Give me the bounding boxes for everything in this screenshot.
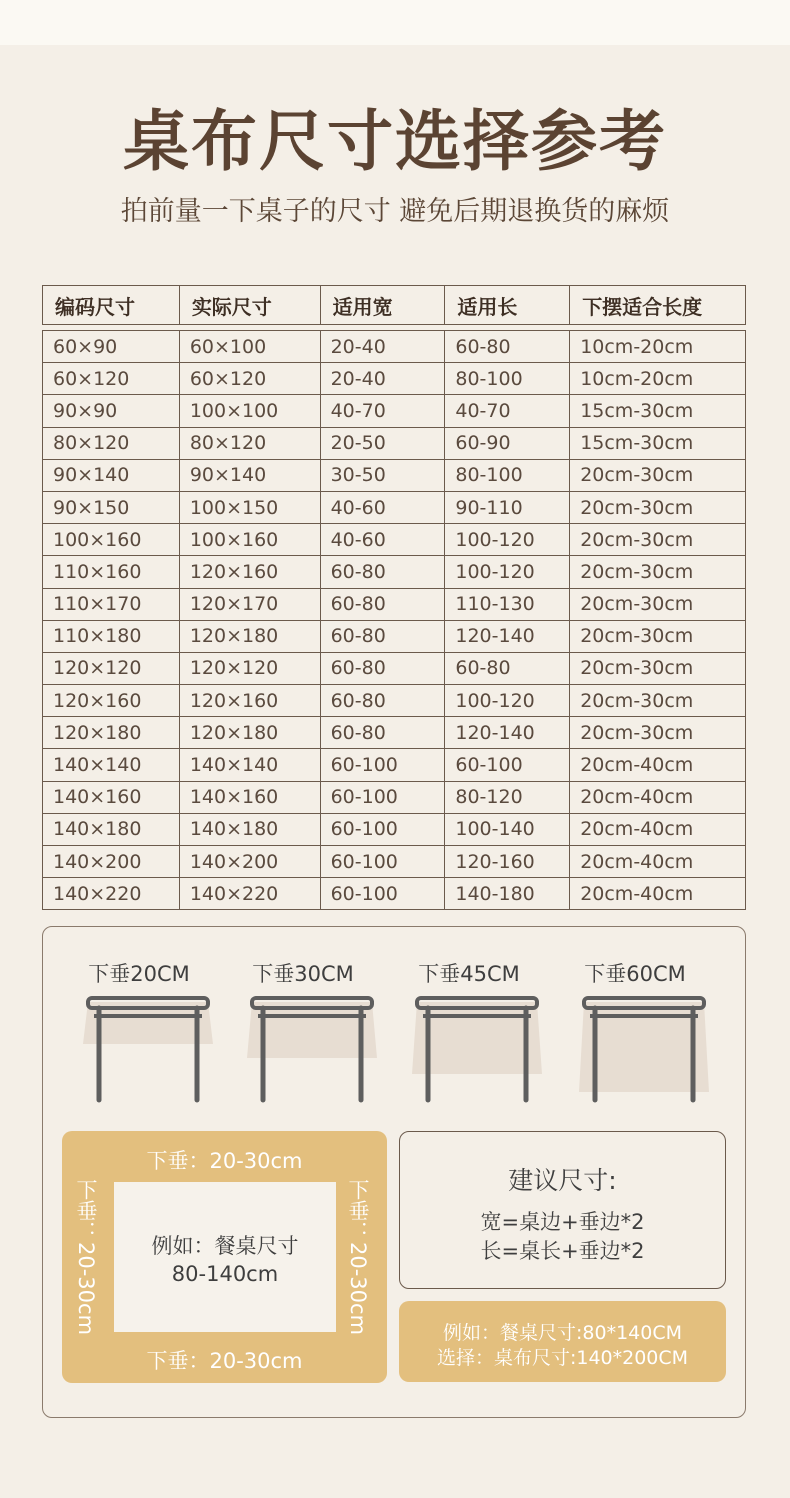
cell-code-size: 100×160 [43,524,180,556]
cell-hem-length: 20cm-40cm [570,878,746,910]
cell-actual-size: 80×120 [179,427,320,459]
cell-code-size: 120×180 [43,717,180,749]
header-fit-length: 适用长 [445,286,570,325]
cell-hem-length: 20cm-40cm [570,813,746,845]
cell-hem-length: 20cm-30cm [570,524,746,556]
suggest-title: 建议尺寸: [508,1166,617,1195]
cell-hem-length: 10cm-20cm [570,363,746,395]
cell-fit-length: 40-70 [445,395,570,427]
cell-fit-width: 40-60 [320,524,445,556]
table-row [43,427,746,459]
drop-label-20: 下垂20CM [88,962,190,986]
drop-left-label: 下垂：20-30cm [74,1178,98,1336]
cell-hem-length: 20cm-30cm [570,620,746,652]
top-band [0,0,790,45]
table-drop-30-icon [244,992,380,1104]
cell-fit-length: 100-120 [445,685,570,717]
cell-hem-length: 20cm-40cm [570,749,746,781]
cell-code-size: 120×160 [43,685,180,717]
cell-fit-width: 20-40 [320,363,445,395]
cell-hem-length: 20cm-30cm [570,685,746,717]
header-hem-length: 下摆适合长度 [570,286,746,325]
cell-fit-length: 140-180 [445,878,570,910]
cell-actual-size: 120×160 [179,556,320,588]
cell-code-size: 140×160 [43,781,180,813]
cell-actual-size: 120×180 [179,717,320,749]
cell-actual-size: 140×220 [179,878,320,910]
cell-fit-length: 60-80 [445,331,570,363]
drop-right-label: 下垂：20-30cm [346,1178,370,1336]
cell-fit-width: 60-80 [320,685,445,717]
cell-hem-length: 20cm-30cm [570,717,746,749]
table-row [43,524,746,556]
cell-fit-length: 120-140 [445,717,570,749]
cell-fit-length: 110-130 [445,588,570,620]
table-row [43,331,746,363]
table-row [43,717,746,749]
cell-hem-length: 20cm-30cm [570,588,746,620]
table-body [43,325,746,910]
cell-hem-length: 15cm-30cm [570,395,746,427]
cell-fit-length: 90-110 [445,491,570,523]
cell-fit-width: 60-100 [320,749,445,781]
cell-fit-width: 30-50 [320,459,445,491]
table-row [43,491,746,523]
cell-code-size: 90×150 [43,491,180,523]
cell-fit-length: 100-120 [445,524,570,556]
header-fit-width: 适用宽 [320,286,445,325]
cell-code-size: 60×120 [43,363,180,395]
cell-fit-length: 120-160 [445,846,570,878]
table-header-row [43,286,746,325]
cell-actual-size: 90×140 [179,459,320,491]
page-subtitle: 拍前量一下桌子的尺寸 避免后期退换货的麻烦 [120,196,670,227]
cell-actual-size: 120×160 [179,685,320,717]
cell-code-size: 110×180 [43,620,180,652]
drop-top-label: 下垂：20-30cm [146,1149,303,1173]
cell-code-size: 60×90 [43,331,180,363]
cell-code-size: 110×170 [43,588,180,620]
cell-hem-length: 20cm-40cm [570,781,746,813]
table-row [43,652,746,684]
cell-fit-width: 60-100 [320,846,445,878]
cell-fit-width: 60-80 [320,652,445,684]
cell-actual-size: 140×140 [179,749,320,781]
cell-code-size: 90×140 [43,459,180,491]
table-row [43,749,746,781]
page-title: 桌布尺寸选择参考 [123,103,667,180]
cell-actual-size: 140×160 [179,781,320,813]
table-row [43,813,746,845]
example-box-line-1: 例如：餐桌尺寸:80*140CM [442,1322,682,1344]
cell-hem-length: 20cm-30cm [570,491,746,523]
table-row [43,781,746,813]
cell-fit-length: 80-100 [445,363,570,395]
cell-fit-length: 100-140 [445,813,570,845]
cell-fit-width: 60-100 [320,781,445,813]
example-line-2: 80-140cm [171,1262,279,1286]
cell-fit-length: 80-120 [445,781,570,813]
table-row [43,556,746,588]
cell-actual-size: 120×170 [179,588,320,620]
cell-fit-length: 60-80 [445,652,570,684]
cell-fit-width: 60-80 [320,556,445,588]
cell-fit-width: 20-40 [320,331,445,363]
cell-actual-size: 100×160 [179,524,320,556]
example-line-1: 例如：餐桌尺寸 [151,1234,299,1258]
cell-hem-length: 15cm-30cm [570,427,746,459]
cell-code-size: 140×200 [43,846,180,878]
cell-actual-size: 60×120 [179,363,320,395]
table-row [43,395,746,427]
cell-fit-width: 20-50 [320,427,445,459]
cell-fit-length: 60-100 [445,749,570,781]
suggest-length-formula: 长=桌长+垂边*2 [480,1239,645,1263]
cell-hem-length: 20cm-30cm [570,556,746,588]
cell-code-size: 140×140 [43,749,180,781]
cell-actual-size: 120×120 [179,652,320,684]
example-table-size [114,1232,336,1288]
header-code-size: 编码尺寸 [43,286,180,325]
cell-fit-length: 60-90 [445,427,570,459]
cell-actual-size: 120×180 [179,620,320,652]
table-row [43,685,746,717]
table-row [43,459,746,491]
cell-fit-width: 60-80 [320,588,445,620]
table-row [43,878,746,910]
cell-fit-length: 100-120 [445,556,570,588]
table-row [43,846,746,878]
drop-label-45: 下垂45CM [418,962,520,986]
cell-actual-size: 100×150 [179,491,320,523]
table-drop-20-icon [80,992,216,1104]
table-row [43,588,746,620]
drop-bottom-label: 下垂：20-30cm [146,1349,303,1373]
cell-code-size: 80×120 [43,427,180,459]
cell-fit-width: 60-100 [320,813,445,845]
drop-label-60: 下垂60CM [584,962,686,986]
cell-code-size: 90×90 [43,395,180,427]
cell-fit-width: 40-60 [320,491,445,523]
cell-fit-length: 80-100 [445,459,570,491]
cell-code-size: 120×120 [43,652,180,684]
header-actual-size: 实际尺寸 [179,286,320,325]
cell-actual-size: 140×200 [179,846,320,878]
cell-fit-width: 40-70 [320,395,445,427]
cell-hem-length: 20cm-30cm [570,652,746,684]
table-drop-45-icon [409,992,545,1104]
table-row [43,620,746,652]
suggest-width-formula: 宽=桌边+垂边*2 [480,1210,645,1234]
cell-actual-size: 100×100 [179,395,320,427]
example-box-line-2: 选择：桌布尺寸:140*200CM [436,1347,689,1369]
cell-hem-length: 20cm-40cm [570,846,746,878]
cell-fit-length: 120-140 [445,620,570,652]
drop-label-30: 下垂30CM [252,962,354,986]
cell-fit-width: 60-80 [320,620,445,652]
table-drop-60-icon [576,992,712,1104]
cell-code-size: 140×180 [43,813,180,845]
cell-actual-size: 140×180 [179,813,320,845]
cell-fit-width: 60-100 [320,878,445,910]
cell-fit-width: 60-80 [320,717,445,749]
table-row [43,363,746,395]
size-table [42,285,746,910]
cell-hem-length: 10cm-20cm [570,331,746,363]
cell-code-size: 110×160 [43,556,180,588]
cell-actual-size: 60×100 [179,331,320,363]
cell-code-size: 140×220 [43,878,180,910]
cell-hem-length: 20cm-30cm [570,459,746,491]
